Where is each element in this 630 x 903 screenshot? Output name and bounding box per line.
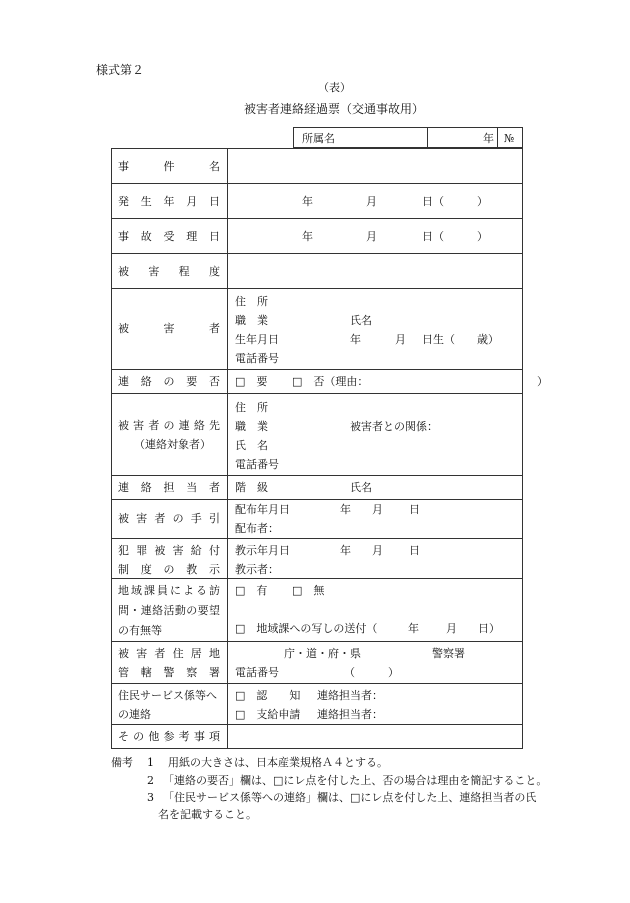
- form-table: [111, 148, 548, 749]
- contact-relation: 被害者との関係：: [350, 420, 438, 433]
- benefit-label-1: 犯罪被害給付: [118, 544, 220, 557]
- station-police: 警察署: [432, 647, 465, 660]
- accept-day: 日（ ）: [422, 230, 488, 243]
- header-row: [293, 127, 523, 148]
- note-2-number: 2: [147, 774, 154, 787]
- resident-label-1: 住民サービス係等へ: [118, 689, 217, 702]
- accept-date-label: 事故受理日: [118, 230, 220, 243]
- guide-by: 配布者：: [235, 522, 279, 535]
- contact-name: 氏 名: [235, 439, 268, 452]
- community-yes-checkbox[interactable]: □ 有: [235, 584, 268, 597]
- victim-birth-month: 月: [395, 333, 406, 346]
- occurrence-year: 年: [302, 195, 313, 208]
- community-no-checkbox[interactable]: □ 無: [292, 584, 325, 597]
- note-1-text: 用紙の大きさは、日本産業規格Ａ４とする。: [168, 756, 388, 769]
- note-2-text: 「連絡の要否」欄は、□にレ点を付した上、否の場合は理由を簡記すること。: [163, 774, 548, 787]
- need-contact-label: 連絡の要否: [118, 375, 220, 388]
- side-label: （表）: [318, 81, 351, 94]
- occurrence-day: 日（ ）: [422, 195, 488, 208]
- benefit-by: 教示者：: [235, 563, 279, 576]
- victim-address: 住 所: [235, 295, 268, 308]
- guide-month: 月: [372, 503, 383, 516]
- contact-address: 住 所: [235, 401, 268, 414]
- note-1-number: 1: [147, 756, 154, 769]
- community-label-3: の有無等: [118, 624, 162, 637]
- page-title: 被害者連絡経過票（交通事故用）: [244, 102, 425, 116]
- note-3-number: 3: [147, 791, 154, 804]
- note-3-text-a: 「住民サービス係等への連絡」欄は、□にレ点を付した上、連絡担当者の氏: [163, 791, 537, 804]
- resident-notice-checkbox[interactable]: □ 認 知: [235, 689, 301, 702]
- guide-day: 日: [409, 503, 420, 516]
- station-prefecture: 庁・道・府・県: [284, 647, 361, 660]
- station-phone: 電話番号: [235, 666, 279, 679]
- guide-label: 被害者の手引: [118, 512, 220, 525]
- station-label-1: 被害者住居地: [118, 647, 220, 660]
- dept-label: 所属名: [302, 132, 335, 145]
- resident-label-2: の連絡: [118, 708, 151, 721]
- victim-label: 被害者: [118, 322, 220, 335]
- form-number: 様式第２: [96, 63, 145, 77]
- benefit-year: 年: [340, 544, 351, 557]
- person-in-charge-label: 連絡担当者: [118, 481, 220, 494]
- victim-phone: 電話番号: [235, 352, 279, 365]
- community-label-2: 問・連絡活動の要望: [118, 604, 220, 617]
- community-send-day: 日）: [478, 622, 500, 635]
- need-contact-close: ）: [537, 375, 548, 388]
- resident-apply-checkbox[interactable]: □ 支給申請: [235, 708, 301, 721]
- victim-birth-year: 年: [350, 333, 361, 346]
- other-label: その他参考事項: [118, 730, 220, 743]
- need-contact-no-checkbox[interactable]: □ 否（理由：: [292, 375, 369, 388]
- benefit-label-2: 制度の教示: [118, 563, 220, 576]
- occurrence-month: 月: [366, 195, 377, 208]
- guide-year: 年: [340, 503, 351, 516]
- station-phone-paren: （ ）: [344, 666, 399, 679]
- need-contact-yes-checkbox[interactable]: □ 要: [235, 375, 268, 388]
- year-label: 年: [483, 132, 494, 145]
- victim-job: 職 業: [235, 314, 268, 327]
- victim-age: 日生（ 歳）: [422, 333, 499, 346]
- community-label-1: 地域課員による訪: [118, 584, 220, 597]
- occurrence-date-label: 発生年月日: [118, 195, 220, 208]
- notes-head: 備考: [111, 756, 133, 769]
- case-name-label: 事件名: [118, 160, 220, 173]
- benefit-date: 教示年月日: [235, 544, 290, 557]
- note-3-text-b: 名を記載すること。: [158, 808, 257, 821]
- guide-date: 配布年月日: [235, 503, 290, 516]
- benefit-day: 日: [409, 544, 420, 557]
- damage-degree-label: 被害程度: [118, 265, 220, 278]
- victim-birth: 生年月日: [235, 333, 279, 346]
- accept-month: 月: [366, 230, 377, 243]
- accept-year: 年: [302, 230, 313, 243]
- community-send-month: 月: [446, 622, 457, 635]
- contact-phone: 電話番号: [235, 458, 279, 471]
- community-send-checkbox[interactable]: □ 地域課への写しの送付（: [235, 622, 378, 635]
- victim-name: 氏名: [350, 314, 372, 327]
- station-label-2: 管轄警察署: [118, 666, 220, 679]
- charge-name: 氏名: [350, 481, 372, 494]
- number-label: №: [504, 132, 515, 145]
- community-send-year: 年: [408, 622, 419, 635]
- contact-target-sub: （連絡対象者）: [134, 438, 211, 451]
- charge-rank: 階 級: [235, 481, 268, 494]
- contact-target-label: 被害者の連絡先: [118, 419, 220, 432]
- contact-job: 職 業: [235, 420, 268, 433]
- resident-apply-contact: 連絡担当者：: [317, 708, 383, 721]
- resident-notice-contact: 連絡担当者：: [317, 689, 383, 702]
- benefit-month: 月: [372, 544, 383, 557]
